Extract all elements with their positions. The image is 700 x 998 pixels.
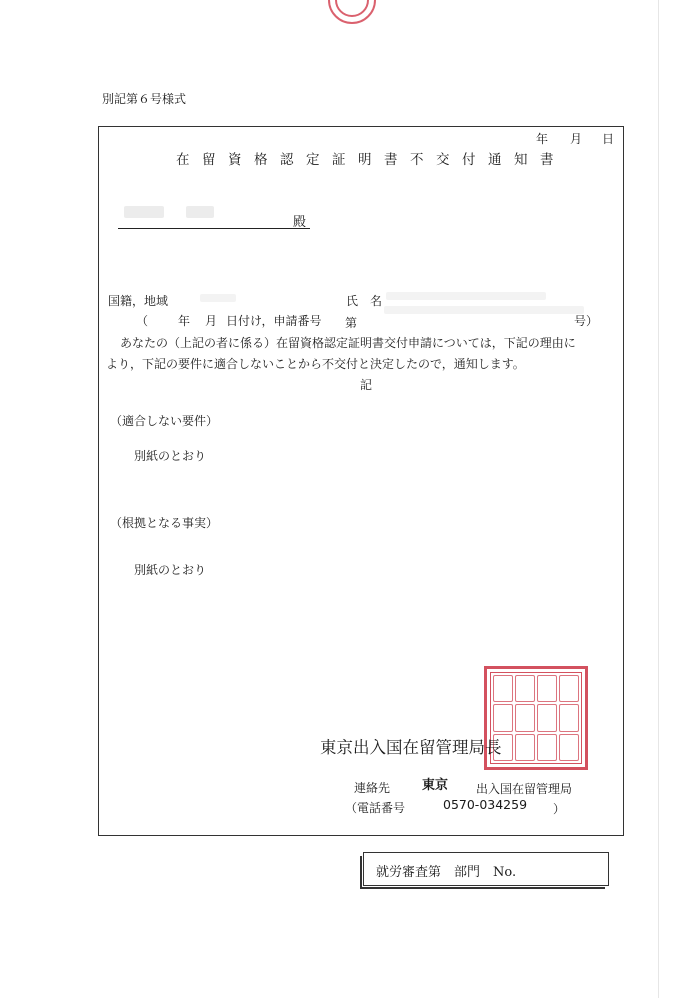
app-day-label: 日付け，申請番号 xyxy=(226,314,322,328)
form-number: 別記第６号様式 xyxy=(102,92,187,106)
contact-office-suffix: 出入国在留管理局 xyxy=(476,782,573,796)
department-label: 就労審査第 部門 No. xyxy=(376,865,517,880)
ki-heading: 記 xyxy=(360,378,373,392)
phone-value: 0570-034259 xyxy=(443,797,528,812)
seal-characters xyxy=(493,675,579,761)
app-number-prefix: 第 xyxy=(345,316,358,330)
date-month: 月 xyxy=(570,132,583,146)
body-line-1: あなたの（上記の者に係る）在留資格認定証明書交付申請については，下記の理由に xyxy=(120,336,576,350)
faint-mark xyxy=(386,292,546,300)
app-month: 月 xyxy=(205,314,218,328)
addressee-underline xyxy=(118,228,310,229)
section-content-facts: 別紙のとおり xyxy=(134,563,207,577)
faint-mark xyxy=(186,206,214,218)
nationality-label: 国籍，地域 xyxy=(108,294,169,308)
body-line-2: より，下記の要件に適合しないことから不交付と決定したので，通知します。 xyxy=(106,357,525,371)
issuer-name: 東京出入国在留管理局長 xyxy=(320,738,502,757)
section-content-requirements: 別紙のとおり xyxy=(134,449,207,463)
contact-office-handwritten: 東京 xyxy=(422,778,449,793)
addressee-suffix: 殿 xyxy=(293,215,307,230)
section-heading-requirements: （適合しない要件） xyxy=(110,414,219,428)
page-edge-line xyxy=(658,0,659,998)
date-day: 日 xyxy=(602,132,615,146)
document-title: 在留資格認定証明書不交付通知書 xyxy=(176,152,566,168)
faint-mark xyxy=(384,306,584,314)
faint-mark xyxy=(124,206,164,218)
phone-label: （電話番号 xyxy=(345,801,406,815)
phone-close: ） xyxy=(553,802,566,816)
app-open-paren: （ xyxy=(136,314,149,328)
contact-label: 連絡先 xyxy=(354,781,391,795)
section-heading-facts: （根拠となる事実） xyxy=(110,516,219,530)
name-label: 氏 名 xyxy=(346,294,383,308)
date-year: 年 xyxy=(536,132,549,146)
app-number-suffix: 号） xyxy=(574,314,599,328)
app-year: 年 xyxy=(178,314,191,328)
faint-mark xyxy=(200,294,236,302)
top-seal-stamp xyxy=(328,0,376,24)
